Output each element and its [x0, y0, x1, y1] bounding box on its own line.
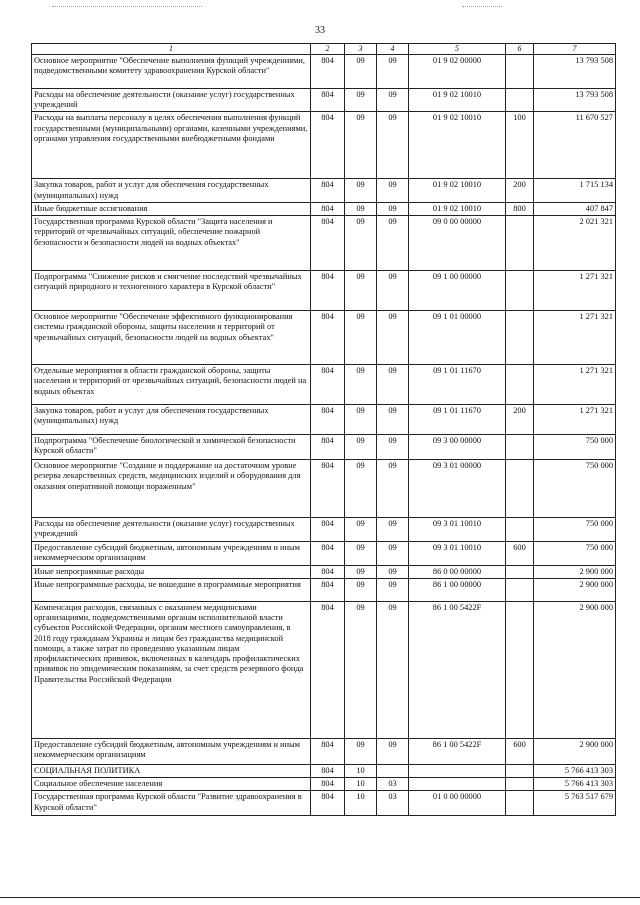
row-subsection-cell: 03 [377, 778, 409, 791]
row-code-cell: 804 [311, 271, 345, 311]
row-type-cell [506, 435, 534, 460]
row-type-cell [506, 778, 534, 791]
table-row [32, 578, 616, 601]
row-amount-cell: 750 000 [534, 518, 616, 542]
row-amount-cell: 750 000 [534, 435, 616, 460]
row-code-cell: 804 [311, 112, 345, 179]
row-name-cell: Государственная программа Курской области "Защита населения и территорий от чрезвычайных ситуаций, обеспечение пожарной безопасности и безопасности людей на водных объектах" [32, 216, 311, 271]
row-section-cell: 09 [345, 365, 377, 405]
row-code-cell: 804 [311, 738, 345, 764]
table-row [32, 518, 616, 542]
row-section-cell: 09 [345, 202, 377, 215]
row-target-cell: 86 1 00 5422F [409, 601, 506, 738]
row-type-cell [506, 518, 534, 542]
row-code-cell: 804 [311, 311, 345, 365]
row-amount-cell: 1 271 321 [534, 271, 616, 311]
row-type-cell [506, 216, 534, 271]
row-name-cell: Предоставление субсидий бюджетным, автономным учреждениям и иным некоммерческим организациям [32, 738, 311, 764]
row-section-cell: 09 [345, 460, 377, 518]
row-section-cell: 09 [345, 565, 377, 578]
row-section-cell: 09 [345, 738, 377, 764]
row-target-cell: 01 9 02 10010 [409, 88, 506, 112]
row-target-cell: 09 1 01 11670 [409, 405, 506, 435]
budget-table [31, 43, 616, 816]
row-code-cell: 804 [311, 405, 345, 435]
row-name-cell: СОЦИАЛЬНАЯ ПОЛИТИКА [32, 764, 311, 777]
row-target-cell: 09 3 01 10010 [409, 518, 506, 542]
row-type-cell [506, 764, 534, 777]
header-cell: 3 [345, 44, 377, 55]
row-target-cell: 86 0 00 00000 [409, 565, 506, 578]
table-row [32, 365, 616, 405]
row-subsection-cell: 09 [377, 518, 409, 542]
row-name-cell: Закупка товаров, работ и услуг для обеспечения государственных (муниципальных) нужд [32, 179, 311, 203]
table-body [32, 44, 616, 816]
row-target-cell: 01 9 02 10010 [409, 179, 506, 203]
row-type-cell [506, 271, 534, 311]
row-section-cell: 10 [345, 764, 377, 777]
row-section-cell: 09 [345, 542, 377, 566]
row-amount-cell: 5 763 517 679 [534, 791, 616, 816]
row-type-cell [506, 601, 534, 738]
row-name-cell: Компенсация расходов, связанных с оказанием медицинскими организациями, подведомственными органам исполнительной власти субъектов Российской Федерации, органам местного самоуправления, в 2018 году гражданам Украины и лицам без гражданства медицинской помощи, а также затрат по проведению указанным лицам профилактических прививок, включенных в календарь профилактических прививок по эпидемическим показаниям, за счет средств резервного фонда Правительства Российской Федерации [32, 601, 311, 738]
row-name-cell: Иные непрограммные расходы [32, 565, 311, 578]
row-code-cell: 804 [311, 578, 345, 601]
row-code-cell: 804 [311, 460, 345, 518]
header-cell: 2 [311, 44, 345, 55]
row-subsection-cell: 09 [377, 216, 409, 271]
row-type-cell: 200 [506, 405, 534, 435]
table-row [32, 216, 616, 271]
header-cell: 1 [32, 44, 311, 55]
row-subsection-cell: 09 [377, 460, 409, 518]
table-row [32, 738, 616, 764]
row-code-cell: 804 [311, 88, 345, 112]
row-target-cell: 09 3 01 10010 [409, 542, 506, 566]
row-subsection-cell: 03 [377, 791, 409, 816]
row-amount-cell: 2 900 000 [534, 565, 616, 578]
row-code-cell: 804 [311, 216, 345, 271]
row-type-cell [506, 88, 534, 112]
row-type-cell [506, 791, 534, 816]
row-code-cell: 804 [311, 179, 345, 203]
row-amount-cell: 13 793 508 [534, 54, 616, 88]
row-subsection-cell: 09 [377, 179, 409, 203]
row-target-cell: 09 3 01 00000 [409, 460, 506, 518]
row-subsection-cell: 09 [377, 365, 409, 405]
row-amount-cell: 5 766 413 303 [534, 778, 616, 791]
row-target-cell: 09 3 00 00000 [409, 435, 506, 460]
row-subsection-cell: 09 [377, 54, 409, 88]
row-section-cell: 09 [345, 405, 377, 435]
header-cell: 6 [506, 44, 534, 55]
row-name-cell: Основное мероприятие "Обеспечение эффективного функционирования системы гражданской обороны, защиты населения и территорий от чрезвычайных ситуаций, безопасности людей на водных объектах" [32, 311, 311, 365]
row-name-cell: Основное мероприятие "Обеспечение выполнения функций учреждениями, подведомственными комитету здравоохранения Курской области" [32, 54, 311, 88]
row-amount-cell: 13 793 508 [534, 88, 616, 112]
row-target-cell: 01 9 02 10010 [409, 202, 506, 215]
table-row [32, 88, 616, 112]
row-code-cell: 804 [311, 54, 345, 88]
row-subsection-cell: 09 [377, 112, 409, 179]
row-type-cell [506, 365, 534, 405]
table-row [32, 54, 616, 88]
row-type-cell [506, 311, 534, 365]
row-code-cell: 804 [311, 542, 345, 566]
row-section-cell: 09 [345, 54, 377, 88]
row-section-cell: 09 [345, 88, 377, 112]
row-subsection-cell: 09 [377, 601, 409, 738]
row-code-cell: 804 [311, 202, 345, 215]
row-name-cell: Отдельные мероприятия в области гражданской обороны, защиты населения и территорий от чрезвычайных ситуаций, безопасности людей на водных объектах [32, 365, 311, 405]
table-row [32, 405, 616, 435]
row-amount-cell: 750 000 [534, 542, 616, 566]
row-name-cell: Социальное обеспечение населения [32, 778, 311, 791]
row-type-cell [506, 54, 534, 88]
row-name-cell: Иные непрограммные расходы, не вошедшие в программные мероприятия [32, 578, 311, 601]
table-row [32, 179, 616, 203]
row-target-cell: 09 1 01 00000 [409, 311, 506, 365]
row-subsection-cell: 09 [377, 202, 409, 215]
row-type-cell: 100 [506, 112, 534, 179]
row-subsection-cell: 09 [377, 578, 409, 601]
row-code-cell: 804 [311, 518, 345, 542]
row-section-cell: 09 [345, 435, 377, 460]
row-type-cell: 600 [506, 542, 534, 566]
row-subsection-cell: 09 [377, 405, 409, 435]
table-header-row [32, 44, 616, 55]
row-name-cell: Основное мероприятие "Создание и поддержание на достаточном уровне резерва лекарственных средств, медицинских изделий и оборудования для оказания оперативной помощи пораженным" [32, 460, 311, 518]
row-type-cell [506, 460, 534, 518]
row-subsection-cell: 09 [377, 435, 409, 460]
row-section-cell: 09 [345, 601, 377, 738]
table-row [32, 542, 616, 566]
row-name-cell: Расходы на обеспечение деятельности (оказание услуг) государственных учреждений [32, 88, 311, 112]
row-subsection-cell: 09 [377, 565, 409, 578]
row-amount-cell: 5 766 413 303 [534, 764, 616, 777]
row-name-cell: Расходы на обеспечение деятельности (оказание услуг) государственных учреждений [32, 518, 311, 542]
row-type-cell [506, 578, 534, 601]
row-section-cell: 10 [345, 791, 377, 816]
row-section-cell: 09 [345, 271, 377, 311]
row-code-cell: 804 [311, 365, 345, 405]
row-target-cell: 01 9 02 00000 [409, 54, 506, 88]
row-type-cell: 200 [506, 179, 534, 203]
row-amount-cell: 1 271 321 [534, 311, 616, 365]
table-row [32, 764, 616, 777]
row-amount-cell: 1 271 321 [534, 365, 616, 405]
table-row [32, 601, 616, 738]
row-code-cell: 804 [311, 764, 345, 777]
row-section-cell: 09 [345, 311, 377, 365]
header-cell: 7 [534, 44, 616, 55]
row-name-cell: Государственная программа Курской области "Развитие здравоохранения в Курской области" [32, 791, 311, 816]
row-name-cell: Предоставление субсидий бюджетным, автономным учреждениям и иным некоммерческим организациям [32, 542, 311, 566]
table-row [32, 311, 616, 365]
row-target-cell: 09 1 01 11670 [409, 365, 506, 405]
row-target-cell: 86 1 00 5422F [409, 738, 506, 764]
row-section-cell: 09 [345, 179, 377, 203]
table-row [32, 565, 616, 578]
row-section-cell: 09 [345, 518, 377, 542]
row-target-cell [409, 778, 506, 791]
scan-artifact-right [462, 6, 502, 8]
row-amount-cell: 750 000 [534, 460, 616, 518]
row-code-cell: 804 [311, 778, 345, 791]
row-amount-cell: 2 900 000 [534, 738, 616, 764]
table-row [32, 271, 616, 311]
row-target-cell: 86 1 00 00000 [409, 578, 506, 601]
row-name-cell: Подпрограмма "Обеспечение биологической и химической безопасности Курской области" [32, 435, 311, 460]
row-name-cell: Иные бюджетные ассигнования [32, 202, 311, 215]
table-row [32, 202, 616, 215]
row-subsection-cell [377, 764, 409, 777]
table-row [32, 460, 616, 518]
row-code-cell: 804 [311, 791, 345, 816]
row-target-cell [409, 764, 506, 777]
row-subsection-cell: 09 [377, 271, 409, 311]
row-target-cell: 09 0 00 00000 [409, 216, 506, 271]
row-subsection-cell: 09 [377, 542, 409, 566]
page-number: 33 [315, 25, 325, 36]
row-type-cell [506, 565, 534, 578]
row-code-cell: 804 [311, 435, 345, 460]
row-target-cell: 01 9 02 10010 [409, 112, 506, 179]
scan-artifact-left [52, 6, 202, 8]
row-name-cell: Подпрограмма "Снижение рисков и смягчение последствий чрезвычайных ситуаций природного и техногенного характера в Курской области" [32, 271, 311, 311]
row-target-cell: 01 0 00 00000 [409, 791, 506, 816]
row-target-cell: 09 1 00 00000 [409, 271, 506, 311]
table-row [32, 435, 616, 460]
table-row [32, 791, 616, 816]
row-amount-cell: 2 021 321 [534, 216, 616, 271]
row-subsection-cell: 09 [377, 88, 409, 112]
table-row [32, 112, 616, 179]
table-row [32, 778, 616, 791]
row-amount-cell: 2 900 000 [534, 578, 616, 601]
row-name-cell: Расходы на выплаты персоналу в целях обеспечения выполнения функций государственными (муниципальными) органами, казенными учреждениями, органами управления государственными внебюджетными фондами [32, 112, 311, 179]
row-code-cell: 804 [311, 601, 345, 738]
row-type-cell: 600 [506, 738, 534, 764]
header-cell: 5 [409, 44, 506, 55]
row-subsection-cell: 09 [377, 311, 409, 365]
row-section-cell: 09 [345, 216, 377, 271]
row-amount-cell: 1 715 134 [534, 179, 616, 203]
row-name-cell: Закупка товаров, работ и услуг для обеспечения государственных (муниципальных) нужд [32, 405, 311, 435]
row-amount-cell: 1 271 321 [534, 405, 616, 435]
row-section-cell: 09 [345, 112, 377, 179]
header-cell: 4 [377, 44, 409, 55]
row-subsection-cell: 09 [377, 738, 409, 764]
row-amount-cell: 2 900 000 [534, 601, 616, 738]
row-amount-cell: 407 847 [534, 202, 616, 215]
row-amount-cell: 11 670 527 [534, 112, 616, 179]
page-bottom-rule [0, 897, 640, 898]
row-code-cell: 804 [311, 565, 345, 578]
row-section-cell: 10 [345, 778, 377, 791]
row-type-cell: 800 [506, 202, 534, 215]
row-section-cell: 09 [345, 578, 377, 601]
